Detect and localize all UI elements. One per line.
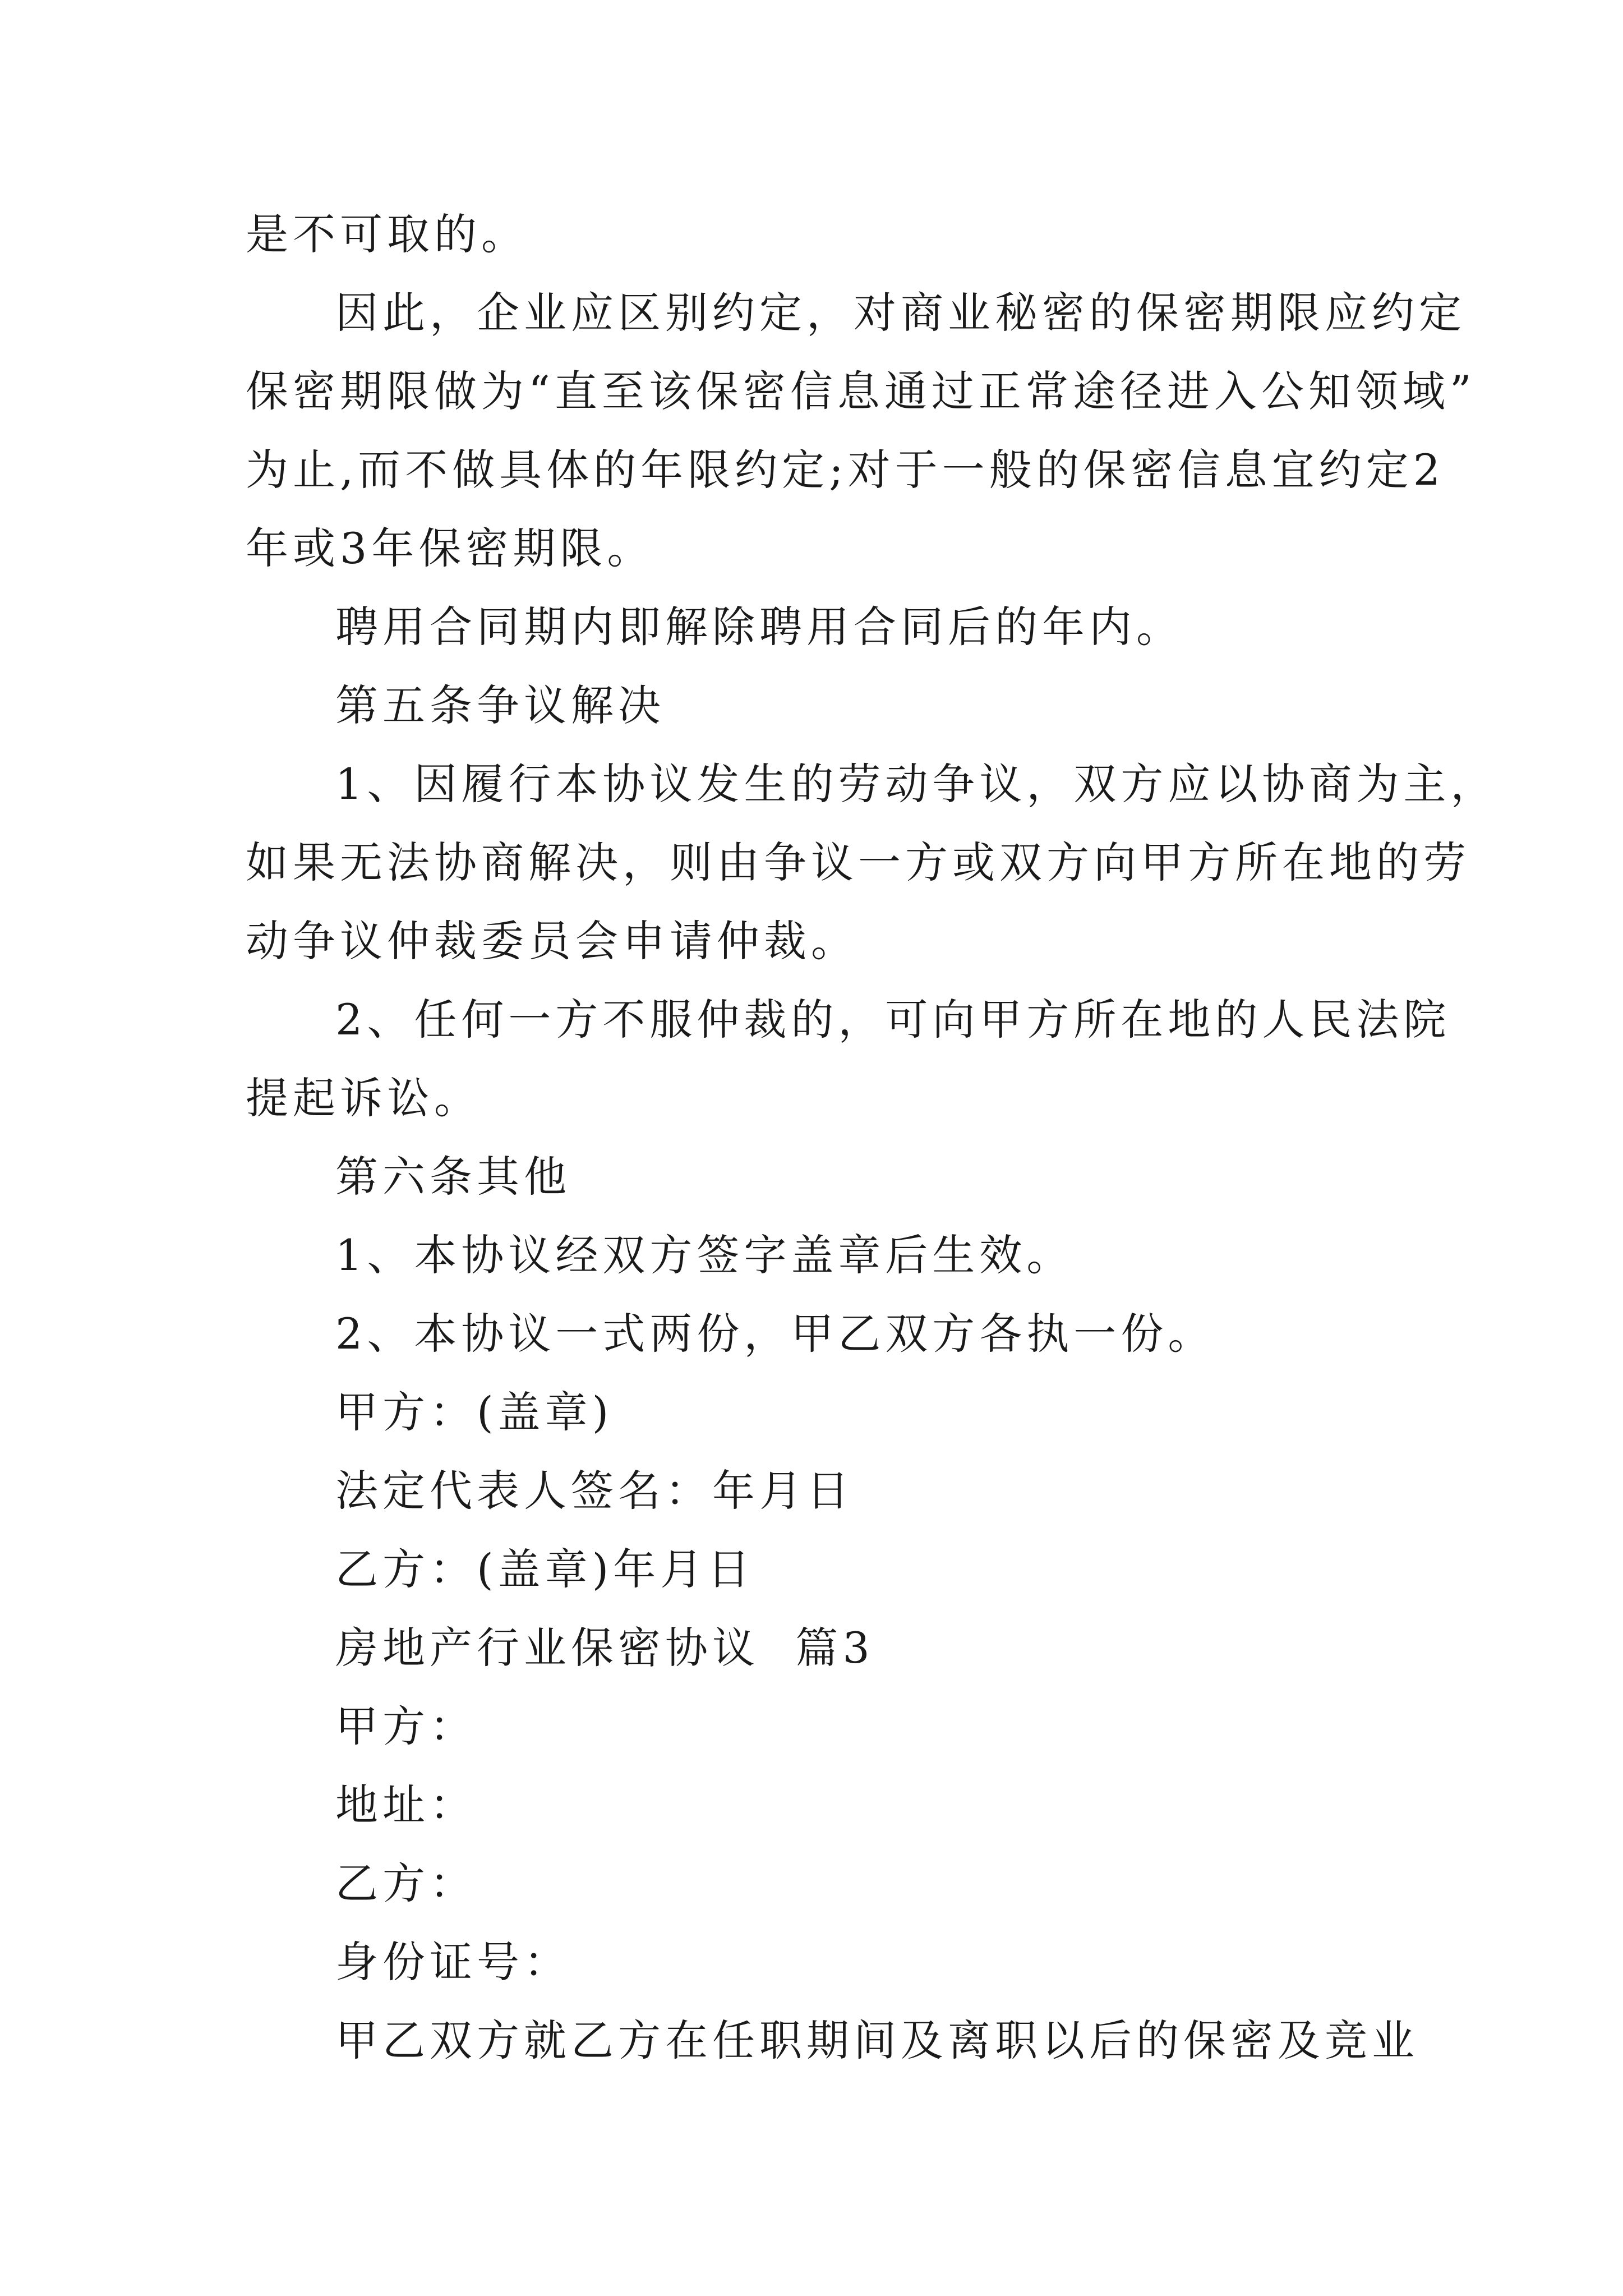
text-line: 年或3年保密期限。 [246, 523, 654, 573]
form-field-label: 地址： [335, 1780, 477, 1830]
text-line: 甲乙双方就乙方在任职期间及离职以后的保密及竞业 [335, 2016, 1419, 2065]
section-heading: 第六条其他 [335, 1152, 571, 1202]
text-line: 为止,而不做具体的年限约定;对于一般的保密信息宜约定2 [246, 445, 1445, 495]
text-line: 提起诉讼。 [246, 1073, 481, 1123]
text-line: 保密期限做为“直至该保密信息通过正常途径进入公知领域” [246, 366, 1476, 416]
form-field-label: 身份证号： [335, 1937, 571, 1987]
text-line: 动争议仲裁委员会申请仲裁。 [246, 916, 858, 966]
text-line: 如果无法协商解决，则由争议一方或双方向甲方所在地的劳 [246, 838, 1470, 887]
text-line: 1、因履行本协议发生的劳动争议，双方应以协商为主， [335, 759, 1498, 809]
text-line: 聘用合同期内即解除聘用合同后的年内。 [335, 602, 1183, 652]
text-line: 2、本协议一式两份，甲乙双方各执一份。 [335, 1309, 1215, 1359]
text-line: 1、本协议经双方签字盖章后生效。 [335, 1230, 1074, 1280]
form-field-label: 甲方： [335, 1701, 477, 1751]
section-heading: 第五条争议解决 [335, 680, 665, 730]
text-line: 2、任何一方不服仲裁的，可向甲方所在地的人民法院 [335, 995, 1451, 1045]
signature-line: 甲方：(盖章) [335, 1387, 614, 1437]
text-line: 因此，企业应区别约定，对商业秘密的保密期限应约定 [335, 288, 1466, 338]
signature-line: 乙方：(盖章)年月日 [335, 1544, 755, 1594]
form-field-label: 乙方： [335, 1858, 477, 1908]
document-title: 房地产行业保密协议 篇3 [335, 1623, 874, 1673]
text-line: 是不可取的。 [246, 209, 528, 259]
signature-line: 法定代表人签名：年月日 [335, 1466, 854, 1516]
